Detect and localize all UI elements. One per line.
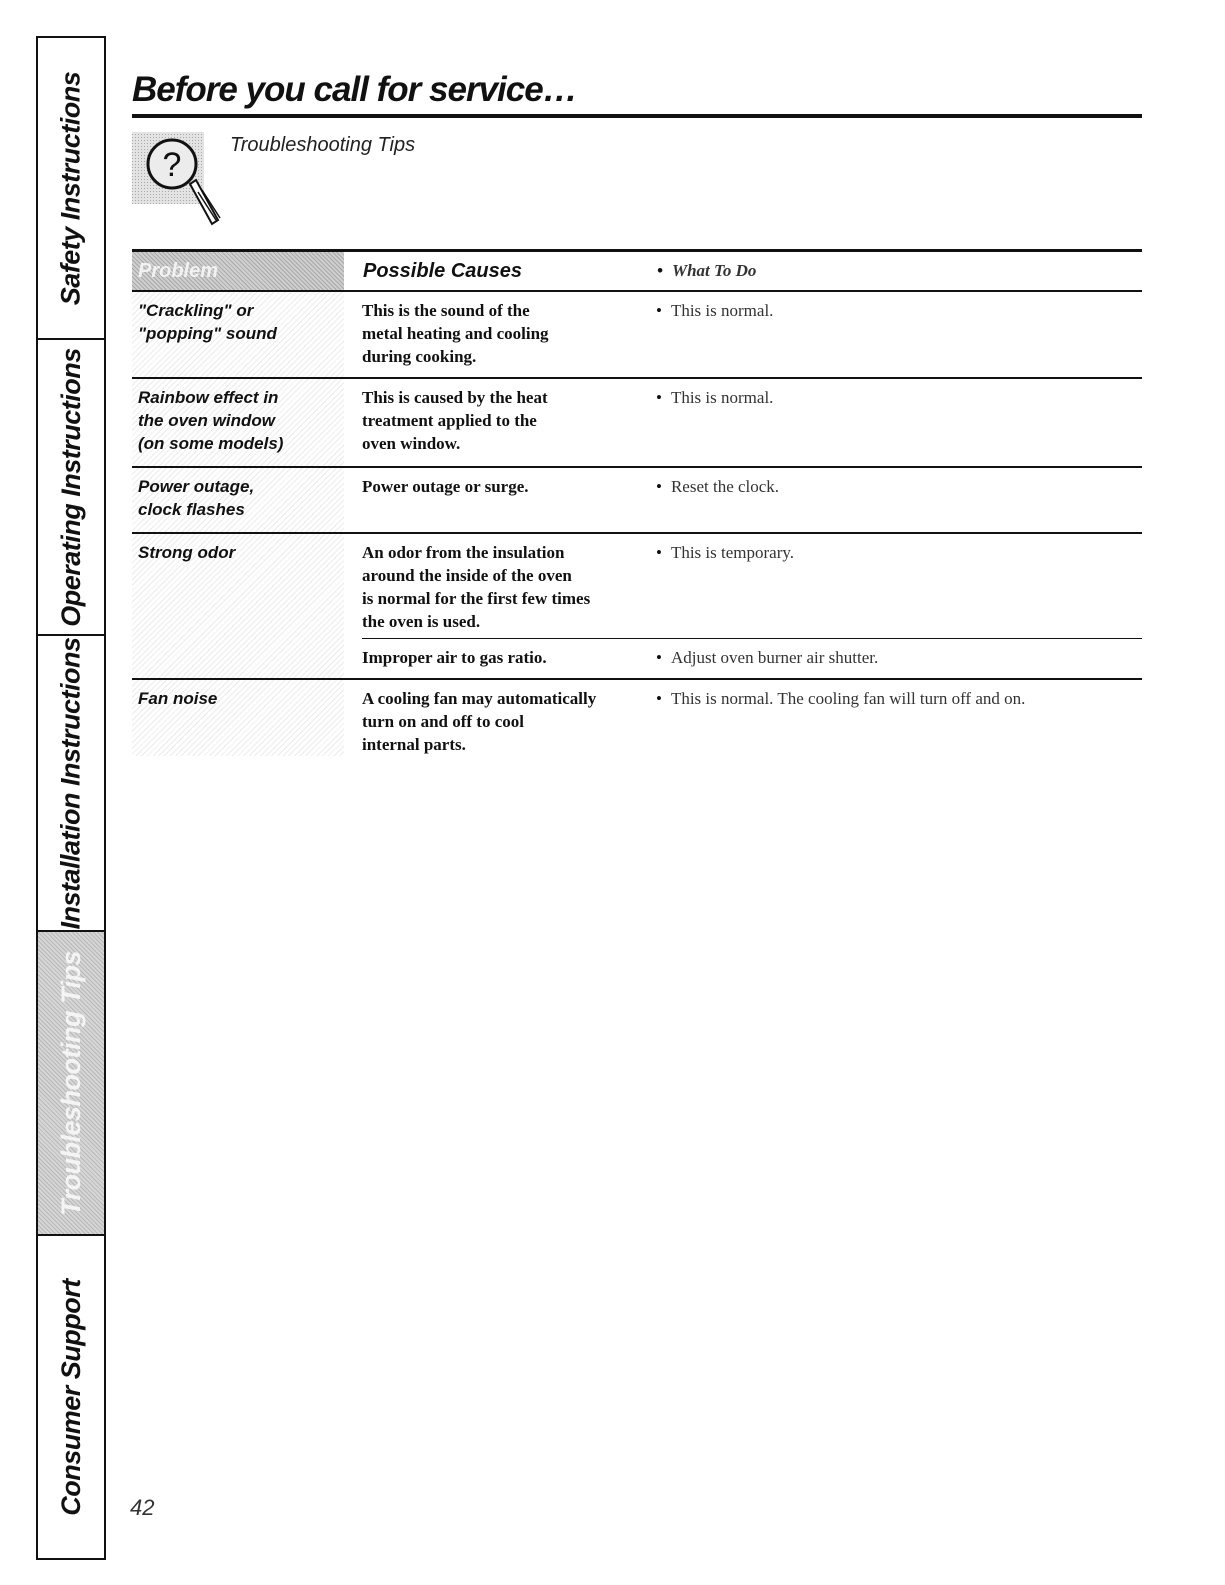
tab-label: Consumer Support bbox=[55, 1278, 86, 1516]
page-number: 42 bbox=[130, 1495, 155, 1520]
table-row bbox=[132, 466, 1142, 532]
column-header-what-to-do: • What To Do bbox=[657, 259, 1147, 282]
todo-text: • Reset the clock. bbox=[656, 475, 1146, 498]
cause-text: Improper air to gas ratio. bbox=[362, 648, 547, 667]
cause-item bbox=[362, 534, 1142, 638]
magnifier-question-icon bbox=[132, 128, 232, 238]
tab-label: Troubleshooting Tips bbox=[55, 950, 86, 1216]
todo-text: • This is normal. bbox=[656, 386, 1146, 409]
table-row bbox=[132, 532, 1142, 678]
tab-troubleshooting-tips[interactable] bbox=[38, 932, 104, 1236]
tab-label: Installation Instructions bbox=[55, 636, 86, 930]
table-row bbox=[132, 678, 1142, 756]
table-header bbox=[132, 252, 1142, 290]
problem-text: "Crackling" or "popping" sound bbox=[138, 301, 277, 343]
troubleshooting-table bbox=[132, 249, 1142, 756]
cause-item bbox=[362, 638, 1142, 679]
tab-consumer-support[interactable] bbox=[38, 1236, 104, 1558]
title-divider bbox=[132, 114, 1142, 118]
tab-label: Safety Instructions bbox=[55, 71, 86, 305]
section-subtitle: Troubleshooting Tips bbox=[230, 134, 416, 156]
todo-text: • This is normal. bbox=[656, 299, 1146, 322]
table-row bbox=[132, 290, 1142, 377]
page-title: Before you call for service… bbox=[132, 70, 577, 109]
tab-operating-instructions[interactable] bbox=[38, 340, 104, 636]
problem-text: Strong odor bbox=[138, 543, 236, 562]
todo-text: • This is temporary. bbox=[656, 541, 1146, 564]
table-row bbox=[132, 377, 1142, 466]
tab-label: Operating Instructions bbox=[55, 347, 86, 627]
cause-text: This is caused by the heat treatment applied to the oven window. bbox=[362, 388, 548, 453]
svg-text:?: ? bbox=[162, 146, 182, 184]
cause-text: This is the sound of the metal heating and cooling during cooking. bbox=[362, 301, 549, 366]
tab-safety-instructions[interactable] bbox=[38, 38, 104, 340]
cause-text: Power outage or surge. bbox=[362, 477, 529, 496]
todo-text: • This is normal. The cooling fan will turn off and on. bbox=[656, 687, 1146, 710]
cause-text: A cooling fan may automatically turn on and off to cool internal parts. bbox=[362, 689, 597, 754]
column-header-causes: Possible Causes bbox=[363, 260, 522, 282]
column-header-problem: Problem bbox=[138, 260, 219, 282]
cause-text: An odor from the insulation around the inside of the oven is normal for the first few times the oven is used. bbox=[362, 543, 591, 631]
problem-text: Rainbow effect in the oven window (on some models) bbox=[138, 388, 284, 453]
todo-text: • Adjust oven burner air shutter. bbox=[656, 646, 1146, 669]
problem-text: Power outage, clock flashes bbox=[138, 477, 255, 519]
problem-text: Fan noise bbox=[138, 689, 218, 708]
section-tabs bbox=[36, 36, 106, 1560]
tab-installation-instructions[interactable] bbox=[38, 636, 104, 932]
